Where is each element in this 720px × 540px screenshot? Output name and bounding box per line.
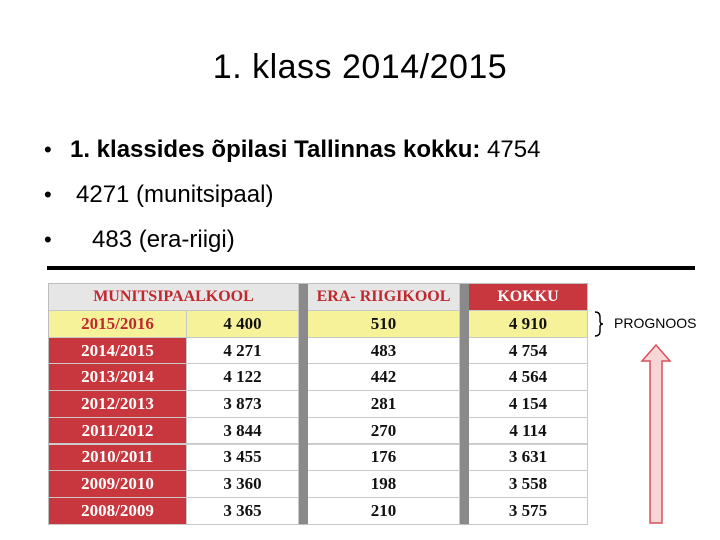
municipal-cell: 3 844 (187, 418, 299, 445)
slide-title: 1. klass 2014/2015 (212, 48, 508, 86)
municipal-cell: 3 365 (187, 498, 299, 525)
municipal-cell: 3 455 (187, 445, 299, 472)
bullet-marker: • (44, 182, 52, 207)
total-cell: 4 154 (469, 391, 588, 418)
private-cell: 270 (308, 418, 460, 445)
prognoos-label: PROGNOOS (614, 315, 697, 331)
bullet-text (70, 136, 540, 164)
header-municipal: MUNITSIPAALKOOL (49, 284, 299, 311)
bracket-icon (594, 311, 604, 337)
enrollment-table (48, 283, 588, 525)
header-private: ERA- RIIGIKOOL (308, 284, 460, 311)
column-separator (299, 284, 308, 524)
bullet-item-total (44, 136, 540, 181)
bullet-item-private (44, 226, 540, 271)
horizontal-rule (47, 266, 695, 270)
private-cell: 483 (308, 338, 460, 365)
municipal-cell: 4 271 (187, 338, 299, 365)
municipal-cell: 4 122 (187, 364, 299, 391)
municipal-cell: 4 400 (187, 311, 299, 338)
year-cell: 2014/2015 (49, 338, 187, 365)
total-cell: 4 114 (469, 418, 588, 445)
bullet-rest: 4754 (480, 136, 541, 163)
year-cell: 2013/2014 (49, 364, 187, 391)
bullet-text: 483 (era-riigi) (92, 226, 235, 253)
bullet-list (44, 136, 540, 271)
private-cell: 442 (308, 364, 460, 391)
total-cell: 4 754 (469, 338, 588, 365)
total-cell: 4 910 (469, 311, 588, 338)
private-cell: 510 (308, 311, 460, 338)
total-cell: 3 575 (469, 498, 588, 525)
column-separator (460, 284, 469, 524)
header-total: KOKKU (469, 284, 588, 311)
year-cell: 2009/2010 (49, 471, 187, 498)
municipal-cell: 3 873 (187, 391, 299, 418)
year-cell: 2008/2009 (49, 498, 187, 525)
bullet-text: 4271 (munitsipaal) (76, 181, 274, 208)
bullet-item-municipal (44, 181, 540, 226)
private-cell: 198 (308, 471, 460, 498)
total-cell: 3 631 (469, 445, 588, 472)
bullet-marker: • (44, 137, 52, 162)
year-cell: 2012/2013 (49, 391, 187, 418)
year-cell: 2011/2012 (49, 418, 187, 445)
private-cell: 176 (308, 445, 460, 472)
bullet-marker: • (44, 227, 52, 252)
private-cell: 210 (308, 498, 460, 525)
total-cell: 4 564 (469, 364, 588, 391)
total-cell: 3 558 (469, 471, 588, 498)
private-cell: 281 (308, 391, 460, 418)
bullet-bold: 1. klassides õpilasi Tallinnas kokku: (70, 136, 481, 163)
year-cell: 2015/2016 (49, 311, 187, 338)
municipal-cell: 3 360 (187, 471, 299, 498)
up-arrow-icon (640, 343, 672, 525)
year-cell: 2010/2011 (49, 445, 187, 472)
